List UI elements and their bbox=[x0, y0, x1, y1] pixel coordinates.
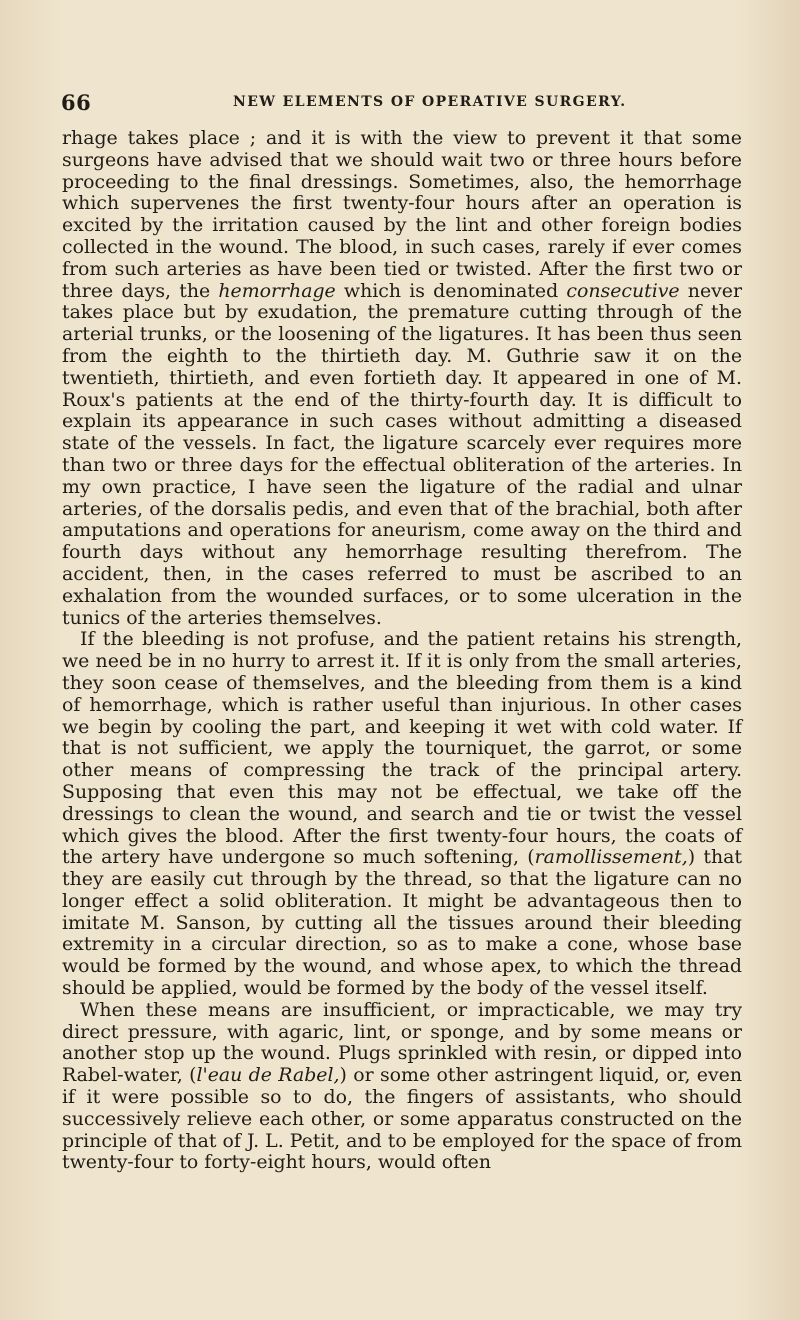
italic-term: l'eau de Rabel, bbox=[196, 1064, 340, 1087]
body-text bbox=[62, 128, 742, 1174]
text-run: which is denominated bbox=[335, 279, 567, 302]
text-run: When these means are insufficient, or impracticable, we may try direct pressure, with agaric, lint, or sponge, and by some means or another stop up the wound. Plugs sprinkled with resin, or dipped into Rabel-water, ( bbox=[62, 998, 742, 1087]
text-run: never takes place but by exudation, the premature cutting through of the arterial trunks, or the loosening of the ligatures. It has been thus seen from the eighth to the thirtieth day. M. Guthrie saw it on the twentieth, thirtieth, and even fortieth day. It appeared in one of M. Roux's patients at the end of the thirty-fourth day. It is difficult to explain its appearance in such cases without admitting a diseased state of the vessels. In fact, the ligature scarcely ever requires more than two or three days for the effectual obliteration of the arteries. In my own practice, I have seen the ligature of the radial and ulnar arteries, of the dorsalis pedis, and even that of the brachial, both after amputations and operations for aneurism, come away on the third and fourth days without any hemorrhage resulting therefrom. The accident, then, in the cases referred to must be ascribed to an exhalation from the wounded surfaces, or to some ulceration in the tunics of the arteries themselves. bbox=[62, 279, 743, 629]
italic-term: ramollissement, bbox=[534, 846, 688, 869]
text-run: If the bleeding is not profuse, and the patient retains his strength, we need be in no hurry to arrest it. If it is only from the small arteries, they soon cease of themselves, and the bleeding from them is a kind of hemorrhage, which is rather useful than injurious. In other cases we begin by cooling the part, and keeping it wet with cold water. If that is not sufficient, we apply the tourniquet, the garrot, or some other means of compressing the track of the principal artery. Supposing that even this may not be effectual, we take off the dressings to clean the wound, and search and tie or twist the vessel which gives the blood. After the first twenty-four hours, the coats of the artery have undergone so much softening, ( bbox=[62, 628, 742, 869]
page-number: 66 bbox=[61, 90, 92, 115]
paragraph-1 bbox=[62, 128, 742, 629]
text-run: rhage takes place ; and it is with the view to prevent it that some surgeons have advised that we should wait two or three hours before proceeding to the final dressings. Sometimes, also, the hemorrhage which supervenes the first twenty-four hours after an operation is excited by the irritation caused by the lint and other foreign bodies collected in the wound. The blood, in such cases, rarely if ever comes from such arteries as have been tied or twisted. After the first two or three days, the bbox=[62, 127, 742, 302]
running-head: NEW ELEMENTS OF OPERATIVE SURGERY. bbox=[233, 94, 627, 110]
italic-term: hemorrhage bbox=[218, 279, 336, 302]
italic-term: consecutive bbox=[566, 279, 680, 302]
paragraph-2 bbox=[62, 629, 742, 1000]
text-run: ) or some other astringent liquid, or, even if it were possible so to do, the fingers of assistants, who should successively relieve each other, or some apparatus constructed on the principle of that of J. L. Petit, and to be employed for the space of from twenty-four to forty-eight hours, would often bbox=[62, 1064, 742, 1174]
paragraph-3 bbox=[62, 1000, 742, 1174]
page-header bbox=[61, 90, 741, 114]
text-run: ) that they are easily cut through by the thread, so that the ligature can no longer effect a solid obliteration. It might be advantageous then to imitate M. Sanson, by cutting all the tissues around their bleeding extremity in a circular direction, so as to make a cone, whose base would be formed by the wound, and whose apex, to which the thread should be applied, would be formed by the body of the vessel itself. bbox=[62, 846, 742, 1000]
